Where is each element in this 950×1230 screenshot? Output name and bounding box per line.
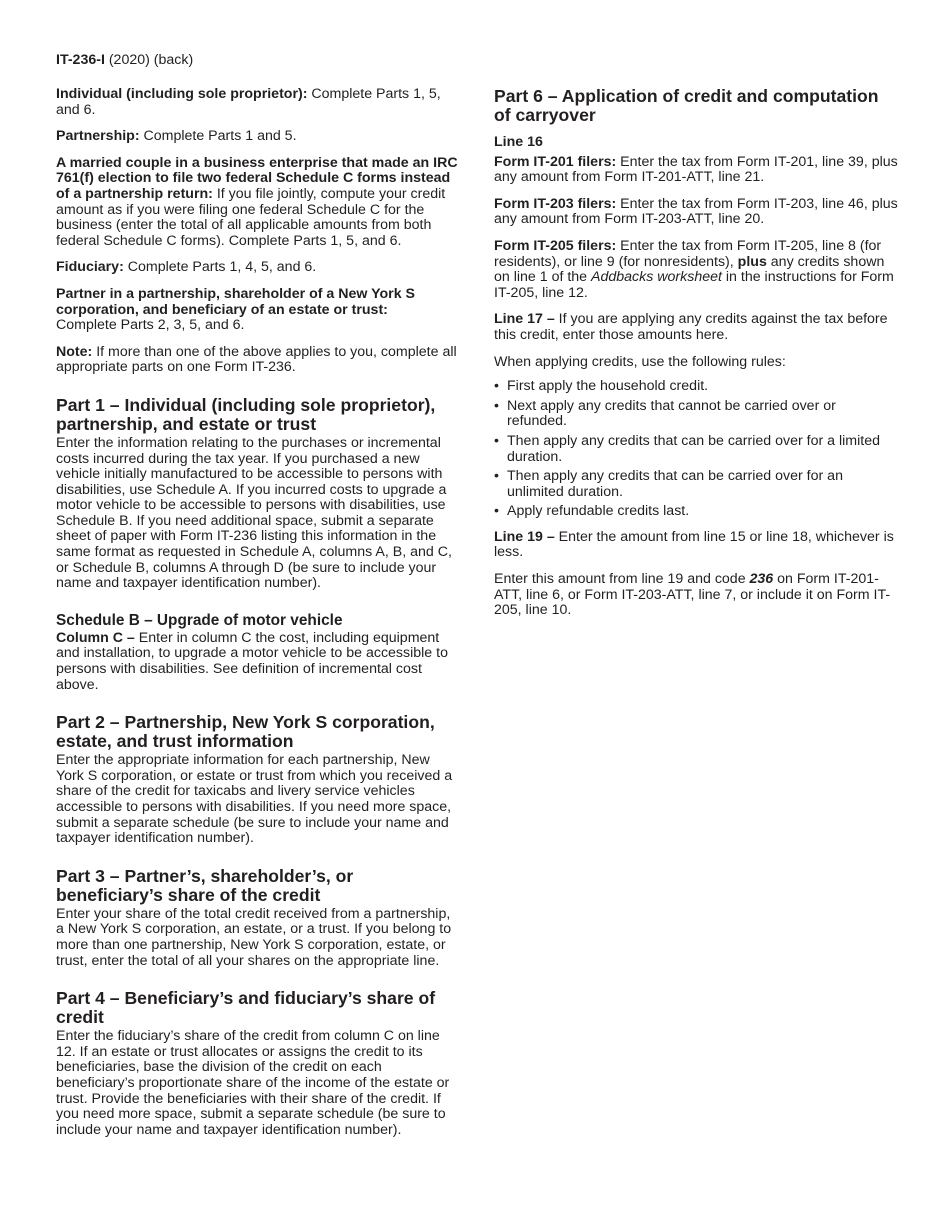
- married-lead: A married couple in a business enterprise that made an IRC 761(f) election to file two federal Schedule C forms instead of a partnership return:: [56, 154, 458, 202]
- note-text: If more than one of the above applies to you, complete all appropriate parts on one Form IT-236.: [56, 343, 457, 376]
- schedule-b-heading: Schedule B – Upgrade of motor vehicle: [56, 611, 343, 629]
- it205-text-a: Enter the tax from Form IT-205, line 8 (for residents), or line 9 (for nonresidents),: [494, 237, 882, 270]
- it205-instruction: [494, 239, 899, 301]
- rule-text: Next apply any credits that cannot be carried over or refunded.: [507, 397, 836, 430]
- it205-plus: plus: [737, 253, 767, 270]
- part3-body: Enter your share of the total credit received from a partnership, a New York S corporation, an estate, or a trust. If you belong to more than one partnership, New York S corporation, estate, or trust, enter the total of all your shares on the appropriate line.: [56, 905, 452, 969]
- column-c-text: Enter in column C the cost, including equipment and installation, to upgrade a motor vehicle to be accessible to persons with disabilities. See definition of incremental cost above.: [56, 629, 448, 693]
- right-column: [494, 87, 899, 630]
- bullet-icon: •: [494, 503, 499, 520]
- column-c-lead: Column C –: [56, 629, 135, 646]
- it205-lead: Form IT-205 filers:: [494, 237, 617, 254]
- note-lead: Note:: [56, 343, 93, 360]
- rule-text: Then apply any credits that can be carried over for an unlimited duration.: [507, 468, 843, 500]
- line17-instruction: [494, 312, 899, 343]
- page-header: [56, 53, 193, 69]
- line19-lead: Line 19 –: [494, 528, 555, 545]
- enter-text-b: on Form IT-201-ATT, line 6, or Form IT-203-ATT, line 7, or include it on Form IT-205, line 10.: [494, 571, 891, 619]
- addbacks-worksheet-ref: Addbacks worksheet: [591, 269, 722, 286]
- it203-text: Enter the tax from Form IT-203, line 46, plus any amount from Form IT-203-ATT, line 20.: [494, 195, 898, 228]
- it201-instruction: [494, 155, 899, 186]
- part2-body: Enter the appropriate information for each partnership, New York S corporation, or estate or trust from which you received a share of the credit for taxicabs and livery service vehicles accessible to persons with disabilities. If you need more space, submit a separate schedule (be sure to include your name and taxpayer identification number).: [56, 752, 453, 847]
- part2-heading: Part 2 – Partnership, New York S corporation, estate, and trust information: [56, 712, 435, 752]
- individual-instruction: [56, 87, 458, 118]
- list-item: [494, 379, 899, 395]
- part4-body: Enter the fiduciary’s share of the credit from column C on line 12. If an estate or trust allocates or assigns the credit to its beneficiaries, base the division of the credit on each beneficiary’s proportionate share of the income of the estate or trust. Provide the beneficiaries with their share of the credit. If you need more space, submit a separate schedule (be sure to include your name and taxpayer identification number).: [56, 1028, 450, 1138]
- enter-amount-instruction: [494, 572, 899, 619]
- rule-text: First apply the household credit.: [507, 378, 709, 395]
- list-item: [494, 399, 899, 430]
- fiduciary-text: Complete Parts 1, 4, 5, and 6.: [123, 259, 317, 276]
- partnership-instruction: [56, 129, 458, 145]
- partner-instruction: [56, 287, 458, 334]
- it205-text-b: any credits shown on line 1 of the: [494, 253, 885, 286]
- line19-instruction: [494, 530, 899, 561]
- list-item: [494, 504, 899, 520]
- part3-heading: Part 3 – Partner’s, shareholder’s, or beneficiary’s share of the credit: [56, 865, 354, 905]
- note: [56, 345, 458, 376]
- rule-text: Apply refundable credits last.: [507, 503, 690, 520]
- bullet-icon: •: [494, 397, 499, 414]
- married-text: If you file jointly, compute your credit amount as if you were filing one federal Schedule C for the business (enter the total of all applicable amounts from both federal Schedule C forms). Complete Parts 1, 5, and 6.: [56, 185, 446, 249]
- form-year-side: (2020) (back): [104, 52, 194, 68]
- column-c-instruction: [56, 631, 458, 693]
- individual-lead: Individual (including sole proprietor):: [56, 86, 308, 102]
- part1-body: Enter the information relating to the purchases or incremental costs incurred during the tax year. If you purchased a new vehicle initially manufactured to be accessible to persons with disabilities, use Schedule A. If you incurred costs to upgrade a motor vehicle to be accessible to persons with disabilities, use Schedule B. If you need additional space, submit a separate sheet of paper with Form IT-236 listing this information in the same format as requested in Schedule A, columns A, B, and C, or Schedule B, columns A through D (be sure to include your name and taxpayer identification number).: [56, 434, 452, 592]
- left-column: [56, 87, 458, 1149]
- bullet-icon: •: [494, 468, 499, 485]
- married-couple-instruction: [56, 156, 458, 250]
- rule-text: Then apply any credits that can be carried over for a limited duration.: [507, 432, 881, 465]
- line17-lead: Line 17 –: [494, 311, 555, 328]
- enter-text-a: Enter this amount from line 19 and code: [494, 571, 750, 588]
- rules-intro: When applying credits, use the following rules:: [494, 353, 786, 370]
- bullet-icon: •: [494, 432, 499, 449]
- bullet-icon: •: [494, 378, 499, 395]
- line19-text: Enter the amount from line 15 or line 18, whichever is less.: [494, 528, 894, 561]
- credit-rules-list: [494, 379, 899, 520]
- it201-text: Enter the tax from Form IT-201, line 39, plus any amount from Form IT-201-ATT, line 21.: [494, 153, 898, 186]
- it201-lead: Form IT-201 filers:: [494, 153, 617, 170]
- part1-heading: Part 1 – Individual (including sole proprietor), partnership, and estate or trust: [56, 394, 436, 434]
- it203-instruction: [494, 197, 899, 228]
- part6-heading: Part 6 – Application of credit and computation of carryover: [494, 86, 879, 125]
- line16-heading: Line 16: [494, 134, 543, 150]
- partnership-text: Complete Parts 1 and 5.: [139, 128, 297, 145]
- part4-heading: Part 4 – Beneficiary’s and fiduciary’s share of credit: [56, 988, 436, 1028]
- it205-text-c: in the instructions for Form IT-205, line 12.: [494, 269, 894, 301]
- partner-lead: Partner in a partnership, shareholder of a New York S corporation, and beneficiary of an estate or trust:: [56, 285, 415, 318]
- list-item: [494, 434, 899, 465]
- line17-text: If you are applying any credits against the tax before this credit, enter those amounts here.: [494, 311, 888, 343]
- partner-text: Complete Parts 2, 3, 5, and 6.: [56, 317, 245, 334]
- partnership-lead: Partnership:: [56, 128, 140, 145]
- fiduciary-lead: Fiduciary:: [56, 259, 124, 276]
- form-id: IT-236-I: [56, 52, 105, 68]
- fiduciary-instruction: [56, 260, 458, 276]
- list-item: [494, 469, 899, 500]
- individual-text: Complete Parts 1, 5, and 6.: [56, 86, 441, 118]
- credit-code: 236: [749, 571, 774, 588]
- it203-lead: Form IT-203 filers:: [494, 195, 617, 212]
